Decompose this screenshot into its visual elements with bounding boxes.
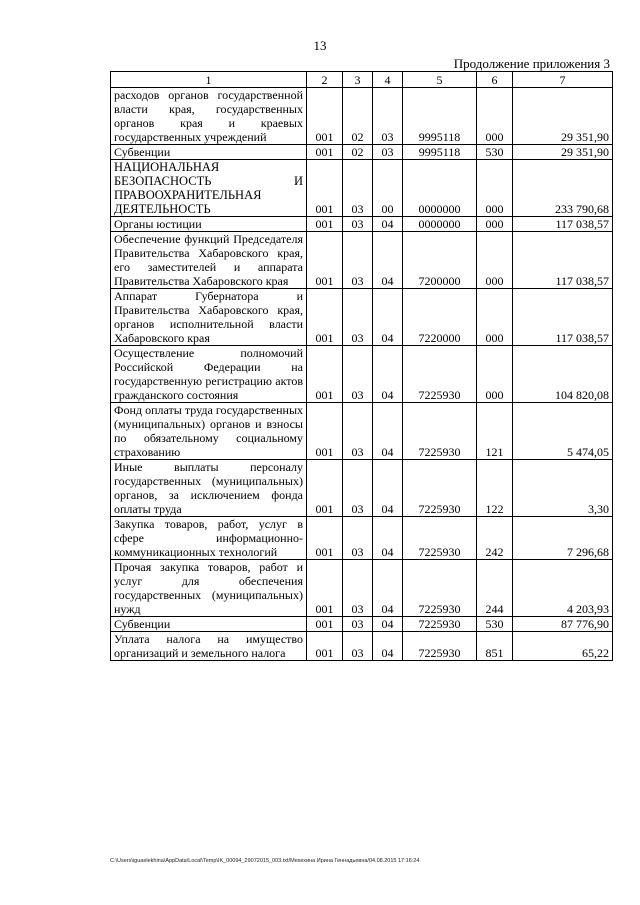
subsection-cell: 04 [373, 232, 403, 289]
code-cell: 001 [307, 88, 343, 145]
target-cell: 7200000 [403, 232, 477, 289]
expense-type-cell: 000 [477, 160, 513, 217]
table-row [111, 346, 613, 403]
amount-cell: 3,30 [513, 460, 613, 517]
table-row [111, 632, 613, 661]
file-path-footer: C:\Users\iguaelekhina\AppData\Local\Temp\IK_00094_29072015_003.txt/Мехехина Ирина Геннадьевна/04.08.2015 17:16:24 [110, 858, 420, 864]
expense-type-cell: 000 [477, 217, 513, 232]
subsection-cell: 04 [373, 217, 403, 232]
column-header: 5 [403, 72, 477, 88]
table-row [111, 88, 613, 145]
subsection-cell: 04 [373, 460, 403, 517]
page-number: 13 [313, 38, 327, 53]
table-row [111, 460, 613, 517]
subsection-cell: 03 [373, 88, 403, 145]
expense-type-cell: 000 [477, 346, 513, 403]
row-name-cell: Субвенции [111, 145, 307, 160]
expense-type-cell: 122 [477, 460, 513, 517]
table-row [111, 145, 613, 160]
expense-type-cell: 242 [477, 517, 513, 560]
target-cell: 7225930 [403, 617, 477, 632]
amount-cell: 233 790,68 [513, 160, 613, 217]
table-header-row [111, 72, 613, 88]
code-cell: 001 [307, 232, 343, 289]
row-name-cell: Закупка товаров, работ, услуг в сфере информационно-коммуникационных технологий [111, 517, 307, 560]
expense-type-cell: 000 [477, 232, 513, 289]
code-cell: 001 [307, 145, 343, 160]
column-header: 1 [111, 72, 307, 88]
amount-cell: 29 351,90 [513, 145, 613, 160]
amount-cell: 29 351,90 [513, 88, 613, 145]
table-row [111, 217, 613, 232]
subsection-cell: 04 [373, 517, 403, 560]
target-cell: 9995118 [403, 88, 477, 145]
amount-cell: 117 038,57 [513, 232, 613, 289]
expense-type-cell: 000 [477, 88, 513, 145]
subsection-cell: 04 [373, 632, 403, 661]
column-header: 2 [307, 72, 343, 88]
column-header: 3 [343, 72, 373, 88]
code-cell: 001 [307, 517, 343, 560]
target-cell: 0000000 [403, 160, 477, 217]
subsection-cell: 00 [373, 160, 403, 217]
row-name-cell: Прочая закупка товаров, работ и услуг для обеспечения государственных (муниципальных) нужд [111, 560, 307, 617]
row-name-cell: Аппарат Губернатора и Правительства Хабаровского края, органов исполнительной власти Хабаровского края [111, 289, 307, 346]
amount-cell: 104 820,08 [513, 346, 613, 403]
column-header: 4 [373, 72, 403, 88]
section-cell: 03 [343, 617, 373, 632]
amount-cell: 7 296,68 [513, 517, 613, 560]
table-row [111, 517, 613, 560]
row-name-cell: Органы юстиции [111, 217, 307, 232]
table-body [111, 88, 613, 661]
budget-table [110, 71, 613, 661]
row-name-cell: расходов органов государственной власти края, государственных органов края и краевых государственных учреждений [111, 88, 307, 145]
table-row [111, 617, 613, 632]
target-cell: 7225930 [403, 403, 477, 460]
section-cell: 03 [343, 517, 373, 560]
target-cell: 0000000 [403, 217, 477, 232]
target-cell: 7220000 [403, 289, 477, 346]
code-cell: 001 [307, 289, 343, 346]
amount-cell: 117 038,57 [513, 217, 613, 232]
section-cell: 03 [343, 346, 373, 403]
appendix-caption: Продолжение приложения 3 [453, 56, 610, 71]
code-cell: 001 [307, 403, 343, 460]
target-cell: 7225930 [403, 460, 477, 517]
amount-cell: 5 474,05 [513, 403, 613, 460]
row-name-cell: Иные выплаты персоналу государственных (муниципальных) органов, за исключением фонда оплаты труда [111, 460, 307, 517]
row-name-cell: Обеспечение функций Председателя Правительства Хабаровского края, его заместителей и аппарата Правительства Хабаровского края [111, 232, 307, 289]
column-header: 7 [513, 72, 613, 88]
section-cell: 03 [343, 632, 373, 661]
table-row [111, 232, 613, 289]
target-cell: 9995118 [403, 145, 477, 160]
subsection-cell: 04 [373, 403, 403, 460]
row-name-cell: Уплата налога на имущество организаций и земельного налога [111, 632, 307, 661]
expense-type-cell: 121 [477, 403, 513, 460]
section-cell: 03 [343, 232, 373, 289]
amount-cell: 4 203,93 [513, 560, 613, 617]
expense-type-cell: 244 [477, 560, 513, 617]
table-row [111, 160, 613, 217]
section-cell: 02 [343, 145, 373, 160]
code-cell: 001 [307, 560, 343, 617]
expense-type-cell: 530 [477, 617, 513, 632]
row-name-cell: НАЦИОНАЛЬНАЯ БЕЗОПАСНОСТЬ И ПРАВООХРАНИТЕЛЬНАЯ ДЕЯТЕЛЬНОСТЬ [111, 160, 307, 217]
code-cell: 001 [307, 460, 343, 517]
code-cell: 001 [307, 617, 343, 632]
expense-type-cell: 530 [477, 145, 513, 160]
target-cell: 7225930 [403, 517, 477, 560]
code-cell: 001 [307, 632, 343, 661]
code-cell: 001 [307, 160, 343, 217]
section-cell: 03 [343, 403, 373, 460]
row-name-cell: Фонд оплаты труда государственных (муниципальных) органов и взносы по обязательному социальному страхованию [111, 403, 307, 460]
amount-cell: 65,22 [513, 632, 613, 661]
target-cell: 7225930 [403, 346, 477, 403]
table-row [111, 289, 613, 346]
section-cell: 03 [343, 560, 373, 617]
section-cell: 03 [343, 217, 373, 232]
section-cell: 02 [343, 88, 373, 145]
subsection-cell: 04 [373, 617, 403, 632]
target-cell: 7225930 [403, 632, 477, 661]
section-cell: 03 [343, 460, 373, 517]
subsection-cell: 04 [373, 289, 403, 346]
subsection-cell: 04 [373, 560, 403, 617]
subsection-cell: 04 [373, 346, 403, 403]
row-name-cell: Осуществление полномочий Российской Федерации на государственную регистрацию актов гражданского состояния [111, 346, 307, 403]
column-header: 6 [477, 72, 513, 88]
table-row [111, 403, 613, 460]
table-row [111, 560, 613, 617]
amount-cell: 87 776,90 [513, 617, 613, 632]
expense-type-cell: 000 [477, 289, 513, 346]
amount-cell: 117 038,57 [513, 289, 613, 346]
subsection-cell: 03 [373, 145, 403, 160]
expense-type-cell: 851 [477, 632, 513, 661]
code-cell: 001 [307, 217, 343, 232]
target-cell: 7225930 [403, 560, 477, 617]
code-cell: 001 [307, 346, 343, 403]
section-cell: 03 [343, 289, 373, 346]
section-cell: 03 [343, 160, 373, 217]
row-name-cell: Субвенции [111, 617, 307, 632]
